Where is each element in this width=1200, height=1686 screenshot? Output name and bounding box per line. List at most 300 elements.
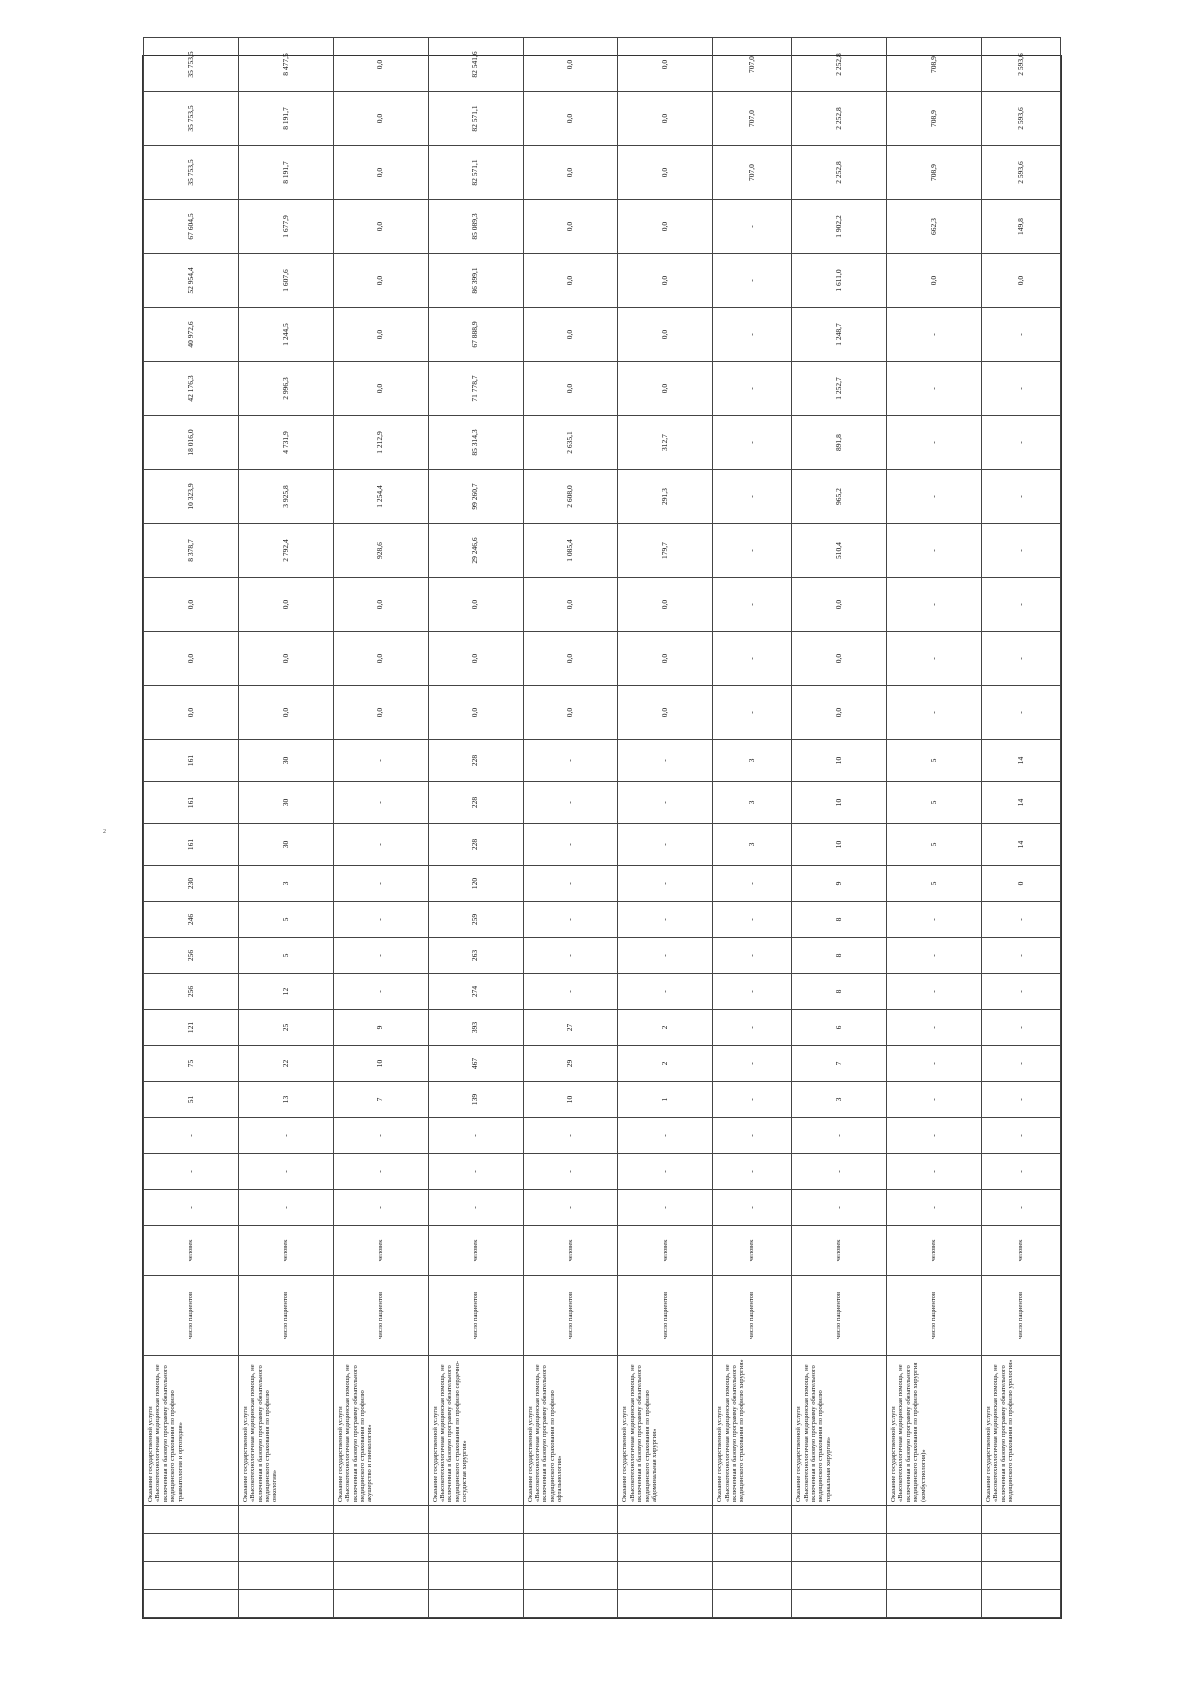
value-cell: 3 925,8 xyxy=(238,470,333,524)
value-cell: - xyxy=(428,1154,523,1190)
value-cell: 139 xyxy=(428,1082,523,1118)
value-cell: 707,0 xyxy=(713,38,792,92)
value-cell: - xyxy=(618,740,713,782)
blank-cell xyxy=(981,1562,1060,1590)
value-cell: 228 xyxy=(428,824,523,866)
value-cell: 29 xyxy=(523,1046,618,1082)
service-name-cell: Оказание государственной услуги «Высокотехнологичная медицинская помощь, не включенная в базовую программу обязательного медицинского страхования по профилю травматология и ортопедия» xyxy=(144,1356,239,1506)
value-cell: 0,0 xyxy=(618,38,713,92)
value-cell: 2 593,6 xyxy=(981,38,1060,92)
value-cell: 99 260,7 xyxy=(428,470,523,524)
value-cell: - xyxy=(887,1046,982,1082)
unit-cell: человек xyxy=(792,1226,887,1276)
value-cell: 0,0 xyxy=(618,200,713,254)
blank-cell xyxy=(428,1562,523,1590)
value-cell: 2 252,8 xyxy=(792,38,887,92)
value-cell: - xyxy=(333,866,428,902)
value-cell: - xyxy=(981,362,1060,416)
value-cell: 256 xyxy=(144,974,239,1010)
service-name-cell: Оказание государственной услуги «Высокотехнологичная медицинская помощь, не включенная в базовую программу обязательного медицинского страхования по профилю онкология» xyxy=(238,1356,333,1506)
value-cell: 7 xyxy=(792,1046,887,1082)
value-cell: 0,0 xyxy=(523,254,618,308)
value-cell: 35 753,5 xyxy=(144,38,239,92)
page-mark: 2 xyxy=(103,829,106,835)
value-cell: - xyxy=(238,1118,333,1154)
indicator-cell: число пациентов xyxy=(428,1276,523,1356)
value-cell: - xyxy=(981,1010,1060,1046)
value-cell: 8 378,7 xyxy=(144,524,239,578)
value-cell: 0,0 xyxy=(523,362,618,416)
value-cell: - xyxy=(713,938,792,974)
value-cell: - xyxy=(887,1154,982,1190)
blank-cell xyxy=(981,1506,1060,1534)
service-name-cell: Оказание государственной услуги «Высокотехнологичная медицинская помощь, не включенная в базовую программу обязательного медицинского страхования по профилю хирургия (комбустиология)» xyxy=(887,1356,982,1506)
unit-cell: человек xyxy=(981,1226,1060,1276)
value-cell: - xyxy=(713,1190,792,1226)
value-cell: 8 xyxy=(792,938,887,974)
value-cell: 1 xyxy=(618,1082,713,1118)
value-cell: - xyxy=(523,824,618,866)
value-cell: - xyxy=(144,1154,239,1190)
blank-cell xyxy=(238,1562,333,1590)
blank-cell xyxy=(428,1590,523,1618)
value-cell: 67 888,9 xyxy=(428,308,523,362)
value-cell: 2 xyxy=(618,1010,713,1046)
value-cell: 8 191,7 xyxy=(238,146,333,200)
value-cell: 0,0 xyxy=(523,632,618,686)
value-cell: - xyxy=(713,1082,792,1118)
unit-cell: человек xyxy=(144,1226,239,1276)
blank-cell xyxy=(333,1590,428,1618)
value-cell: - xyxy=(887,974,982,1010)
value-cell: 707,0 xyxy=(713,146,792,200)
value-cell: - xyxy=(713,866,792,902)
value-cell: 120 xyxy=(428,866,523,902)
value-cell: - xyxy=(887,308,982,362)
value-cell: - xyxy=(981,308,1060,362)
value-cell: 5 xyxy=(238,938,333,974)
value-cell: - xyxy=(887,902,982,938)
table-row xyxy=(618,38,713,1618)
blank-cell xyxy=(887,1506,982,1534)
value-cell: 662,3 xyxy=(887,200,982,254)
data-table xyxy=(143,37,1061,1618)
value-cell: 1 244,5 xyxy=(238,308,333,362)
value-cell: 0,0 xyxy=(144,632,239,686)
indicator-cell: число пациентов xyxy=(792,1276,887,1356)
service-name-cell: Оказание государственной услуги «Высокотехнологичная медицинская помощь, не включенная в базовую программу обязательного медицинского страхования по профилю сердечно-сосудистая хирургия» xyxy=(428,1356,523,1506)
value-cell: - xyxy=(618,824,713,866)
value-cell: 52 954,4 xyxy=(144,254,239,308)
value-cell: 10 xyxy=(792,740,887,782)
value-cell: 708,9 xyxy=(887,38,982,92)
value-cell: 0,0 xyxy=(333,632,428,686)
value-cell: - xyxy=(713,1154,792,1190)
value-cell: - xyxy=(333,1154,428,1190)
value-cell: 0,0 xyxy=(238,686,333,740)
value-cell: 179,7 xyxy=(618,524,713,578)
value-cell: - xyxy=(792,1154,887,1190)
value-cell: 22 xyxy=(238,1046,333,1082)
blank-cell xyxy=(144,1506,239,1534)
value-cell: 0,0 xyxy=(887,254,982,308)
value-cell: 2 635,1 xyxy=(523,416,618,470)
value-cell: - xyxy=(887,1082,982,1118)
value-cell: 0,0 xyxy=(333,308,428,362)
value-cell: 10 xyxy=(523,1082,618,1118)
value-cell: - xyxy=(887,938,982,974)
indicator-cell: число пациентов xyxy=(618,1276,713,1356)
value-cell: - xyxy=(981,938,1060,974)
value-cell: - xyxy=(887,686,982,740)
value-cell: - xyxy=(981,416,1060,470)
blank-cell xyxy=(792,1590,887,1618)
value-cell: 9 xyxy=(333,1010,428,1046)
value-cell: - xyxy=(713,902,792,938)
blank-cell xyxy=(523,1506,618,1534)
blank-cell xyxy=(713,1590,792,1618)
value-cell: 0,0 xyxy=(523,686,618,740)
blank-cell xyxy=(333,1562,428,1590)
unit-cell: человек xyxy=(333,1226,428,1276)
value-cell: 891,8 xyxy=(792,416,887,470)
value-cell: - xyxy=(144,1190,239,1226)
value-cell: 5 xyxy=(887,782,982,824)
value-cell: 3 xyxy=(713,782,792,824)
value-cell: - xyxy=(713,686,792,740)
value-cell: 274 xyxy=(428,974,523,1010)
value-cell: 8 477,5 xyxy=(238,38,333,92)
value-cell: 14 xyxy=(981,782,1060,824)
value-cell: 0,0 xyxy=(523,92,618,146)
value-cell: - xyxy=(981,470,1060,524)
blank-cell xyxy=(618,1506,713,1534)
value-cell: 85 314,3 xyxy=(428,416,523,470)
value-cell: 0,0 xyxy=(333,686,428,740)
value-cell: 0,0 xyxy=(618,632,713,686)
value-cell: - xyxy=(713,362,792,416)
value-cell: 708,9 xyxy=(887,146,982,200)
table-row xyxy=(792,38,887,1618)
value-cell: 0,0 xyxy=(618,686,713,740)
value-cell: 0,0 xyxy=(618,308,713,362)
indicator-cell: число пациентов xyxy=(523,1276,618,1356)
value-cell: 965,2 xyxy=(792,470,887,524)
blank-cell xyxy=(238,1506,333,1534)
blank-cell xyxy=(887,1562,982,1590)
value-cell: - xyxy=(887,362,982,416)
value-cell: 3 xyxy=(238,866,333,902)
value-cell: 149,8 xyxy=(981,200,1060,254)
value-cell: - xyxy=(887,632,982,686)
value-cell: 0,0 xyxy=(618,578,713,632)
value-cell: - xyxy=(981,974,1060,1010)
blank-cell xyxy=(792,1562,887,1590)
value-cell: 1 607,6 xyxy=(238,254,333,308)
blank-cell xyxy=(713,1562,792,1590)
value-cell: - xyxy=(618,1190,713,1226)
value-cell: 0,0 xyxy=(144,686,239,740)
value-cell: - xyxy=(981,686,1060,740)
value-cell: - xyxy=(713,470,792,524)
value-cell: 9 xyxy=(792,866,887,902)
value-cell: 27 xyxy=(523,1010,618,1046)
value-cell: 67 604,5 xyxy=(144,200,239,254)
blank-cell xyxy=(713,1534,792,1562)
value-cell: 1 677,9 xyxy=(238,200,333,254)
indicator-cell: число пациентов xyxy=(887,1276,982,1356)
value-cell: - xyxy=(523,782,618,824)
value-cell: 29 246,6 xyxy=(428,524,523,578)
value-cell: 2 593,6 xyxy=(981,92,1060,146)
value-cell: - xyxy=(238,1190,333,1226)
value-cell: 0,0 xyxy=(144,578,239,632)
value-cell: 1 085,4 xyxy=(523,524,618,578)
value-cell: - xyxy=(887,1118,982,1154)
value-cell: - xyxy=(618,1118,713,1154)
value-cell: - xyxy=(713,578,792,632)
value-cell: 0,0 xyxy=(981,254,1060,308)
value-cell: 0,0 xyxy=(333,146,428,200)
blank-cell xyxy=(238,1534,333,1562)
value-cell: - xyxy=(792,1190,887,1226)
value-cell: 259 xyxy=(428,902,523,938)
value-cell: 467 xyxy=(428,1046,523,1082)
table-row xyxy=(523,38,618,1618)
value-cell: - xyxy=(333,740,428,782)
value-cell: 3 xyxy=(713,824,792,866)
blank-cell xyxy=(792,1506,887,1534)
value-cell: 2 996,3 xyxy=(238,362,333,416)
indicator-cell: число пациентов xyxy=(144,1276,239,1356)
value-cell: 1 254,4 xyxy=(333,470,428,524)
value-cell: 82 571,1 xyxy=(428,92,523,146)
blank-cell xyxy=(618,1590,713,1618)
value-cell: - xyxy=(713,1118,792,1154)
value-cell: 0,0 xyxy=(792,578,887,632)
value-cell: - xyxy=(887,1010,982,1046)
value-cell: 0,0 xyxy=(428,632,523,686)
blank-cell xyxy=(333,1506,428,1534)
value-cell: - xyxy=(333,938,428,974)
value-cell: 0,0 xyxy=(523,308,618,362)
value-cell: 3 xyxy=(792,1082,887,1118)
blank-cell xyxy=(887,1534,982,1562)
value-cell: - xyxy=(333,824,428,866)
value-cell: 30 xyxy=(238,824,333,866)
value-cell: 0,0 xyxy=(333,254,428,308)
value-cell: - xyxy=(333,902,428,938)
value-cell: - xyxy=(887,470,982,524)
value-cell: 291,3 xyxy=(618,470,713,524)
blank-cell xyxy=(428,1534,523,1562)
value-cell: 18 016,0 xyxy=(144,416,239,470)
value-cell: 230 xyxy=(144,866,239,902)
value-cell: 82 571,1 xyxy=(428,146,523,200)
value-cell: 161 xyxy=(144,824,239,866)
blank-cell xyxy=(981,1590,1060,1618)
value-cell: 2 252,8 xyxy=(792,146,887,200)
value-cell: - xyxy=(333,974,428,1010)
value-cell: - xyxy=(618,782,713,824)
value-cell: 393 xyxy=(428,1010,523,1046)
table-row xyxy=(981,38,1060,1618)
value-cell: - xyxy=(713,1010,792,1046)
value-cell: 10 323,9 xyxy=(144,470,239,524)
value-cell: 228 xyxy=(428,740,523,782)
value-cell: 5 xyxy=(887,824,982,866)
value-cell: 2 792,4 xyxy=(238,524,333,578)
value-cell: 0,0 xyxy=(618,254,713,308)
value-cell: - xyxy=(523,1154,618,1190)
value-cell: 0 xyxy=(981,866,1060,902)
value-cell: - xyxy=(618,938,713,974)
value-cell: - xyxy=(981,1118,1060,1154)
service-name-cell: Оказание государственной услуги «Высокотехнологичная медицинская помощь, не включенная в базовую программу обязательного медицинского страхования по профилю акушерство и гинекология» xyxy=(333,1356,428,1506)
blank-cell xyxy=(523,1590,618,1618)
indicator-cell: число пациентов xyxy=(333,1276,428,1356)
value-cell: - xyxy=(428,1190,523,1226)
blank-cell xyxy=(618,1562,713,1590)
value-cell: 0,0 xyxy=(333,362,428,416)
value-cell: 121 xyxy=(144,1010,239,1046)
value-cell: - xyxy=(887,416,982,470)
blank-cell xyxy=(792,1534,887,1562)
value-cell: 10 xyxy=(792,782,887,824)
value-cell: 707,0 xyxy=(713,92,792,146)
value-cell: 2 608,0 xyxy=(523,470,618,524)
value-cell: - xyxy=(428,1118,523,1154)
value-cell: 0,0 xyxy=(618,146,713,200)
unit-cell: человек xyxy=(428,1226,523,1276)
value-cell: 1 611,0 xyxy=(792,254,887,308)
value-cell: 0,0 xyxy=(428,578,523,632)
blank-cell xyxy=(713,1506,792,1534)
value-cell: 13 xyxy=(238,1082,333,1118)
value-cell: 246 xyxy=(144,902,239,938)
unit-cell: человек xyxy=(618,1226,713,1276)
value-cell: - xyxy=(713,200,792,254)
value-cell: 1 252,7 xyxy=(792,362,887,416)
value-cell: 928,6 xyxy=(333,524,428,578)
table-row xyxy=(238,38,333,1618)
value-cell: 256 xyxy=(144,938,239,974)
value-cell: 0,0 xyxy=(238,632,333,686)
indicator-cell: число пациентов xyxy=(238,1276,333,1356)
value-cell: - xyxy=(523,1190,618,1226)
value-cell: - xyxy=(523,866,618,902)
service-name-cell: Оказание государственной услуги «Высокотехнологичная медицинская помощь, не включенная в базовую программу обязательного медицинского страхования по профилю офтальмология» xyxy=(523,1356,618,1506)
table-row xyxy=(887,38,982,1618)
value-cell: 0,0 xyxy=(618,362,713,416)
value-cell: 40 972,6 xyxy=(144,308,239,362)
value-cell: 71 778,7 xyxy=(428,362,523,416)
value-cell: - xyxy=(144,1118,239,1154)
unit-cell: человек xyxy=(523,1226,618,1276)
value-cell: - xyxy=(333,1190,428,1226)
value-cell: 312,7 xyxy=(618,416,713,470)
unit-cell: человек xyxy=(238,1226,333,1276)
value-cell: - xyxy=(981,632,1060,686)
value-cell: - xyxy=(523,740,618,782)
value-cell: 510,4 xyxy=(792,524,887,578)
blank-cell xyxy=(523,1534,618,1562)
value-cell: 161 xyxy=(144,782,239,824)
value-cell: - xyxy=(981,1082,1060,1118)
value-cell: - xyxy=(523,902,618,938)
value-cell: - xyxy=(887,524,982,578)
value-cell: 14 xyxy=(981,824,1060,866)
blank-cell xyxy=(333,1534,428,1562)
value-cell: 85 089,3 xyxy=(428,200,523,254)
value-cell: 0,0 xyxy=(333,578,428,632)
value-cell: - xyxy=(981,1154,1060,1190)
table-row xyxy=(144,38,239,1618)
rotated-table-sheet xyxy=(142,51,1062,1619)
value-cell: 5 xyxy=(887,866,982,902)
value-cell: 14 xyxy=(981,740,1060,782)
value-cell: 12 xyxy=(238,974,333,1010)
value-cell: 6 xyxy=(792,1010,887,1046)
blank-cell xyxy=(238,1590,333,1618)
value-cell: - xyxy=(238,1154,333,1190)
value-cell: - xyxy=(333,1118,428,1154)
service-name-cell: Оказание государственной услуги «Высокотехнологичная медицинская помощь, не включенная в базовую программу обязательного медицинского страхования по профилю торакальная хирургия» xyxy=(792,1356,887,1506)
value-cell: - xyxy=(618,902,713,938)
value-cell: 161 xyxy=(144,740,239,782)
value-cell: - xyxy=(981,1190,1060,1226)
value-cell: - xyxy=(981,902,1060,938)
value-cell: - xyxy=(887,578,982,632)
value-cell: 51 xyxy=(144,1082,239,1118)
value-cell: 4 731,9 xyxy=(238,416,333,470)
value-cell: 1 248,7 xyxy=(792,308,887,362)
value-cell: - xyxy=(523,974,618,1010)
service-name-cell: Оказание государственной услуги «Высокотехнологичная медицинская помощь, не включенная в базовую программу обязательного медицинского страхования по профилю хирургия» xyxy=(713,1356,792,1506)
value-cell: 7 xyxy=(333,1082,428,1118)
value-cell: 86 399,1 xyxy=(428,254,523,308)
value-cell: - xyxy=(618,866,713,902)
value-cell: 0,0 xyxy=(428,686,523,740)
value-cell: 82 541,6 xyxy=(428,38,523,92)
value-cell: - xyxy=(887,1190,982,1226)
value-cell: 8 191,7 xyxy=(238,92,333,146)
value-cell: - xyxy=(523,1118,618,1154)
value-cell: 8 xyxy=(792,902,887,938)
value-cell: 0,0 xyxy=(523,38,618,92)
value-cell: 0,0 xyxy=(333,38,428,92)
value-cell: 1 902,2 xyxy=(792,200,887,254)
value-cell: 228 xyxy=(428,782,523,824)
blank-cell xyxy=(428,1506,523,1534)
value-cell: 0,0 xyxy=(792,686,887,740)
blank-cell xyxy=(618,1534,713,1562)
value-cell: - xyxy=(523,938,618,974)
blank-cell xyxy=(144,1590,239,1618)
value-cell: 0,0 xyxy=(523,200,618,254)
value-cell: 30 xyxy=(238,782,333,824)
value-cell: 5 xyxy=(887,740,982,782)
value-cell: 5 xyxy=(238,902,333,938)
value-cell: - xyxy=(981,578,1060,632)
value-cell: 0,0 xyxy=(523,578,618,632)
table-row xyxy=(333,38,428,1618)
table-row xyxy=(713,38,792,1618)
value-cell: 0,0 xyxy=(792,632,887,686)
service-name-cell: Оказание государственной услуги «Высокотехнологичная медицинская помощь, не включенная в базовую программу обязательного медицинского страхования по профилю урология» xyxy=(981,1356,1060,1506)
value-cell: 42 176,3 xyxy=(144,362,239,416)
blank-cell xyxy=(981,1534,1060,1562)
